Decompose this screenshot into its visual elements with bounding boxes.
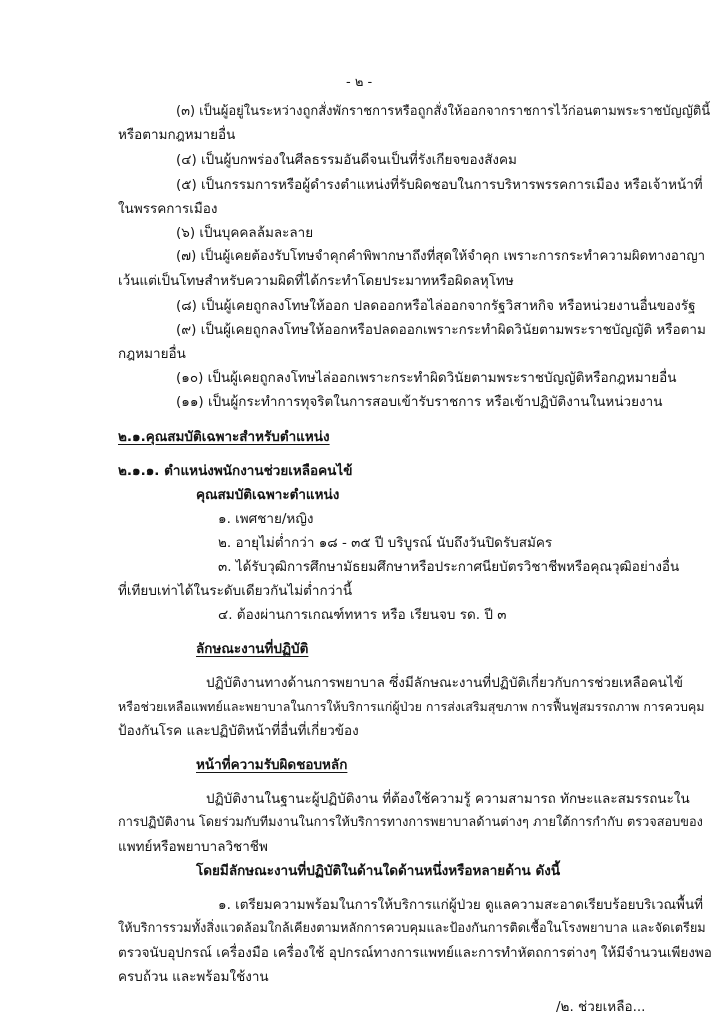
- qualification-item-1: ๑. เพศชาย/หญิง: [218, 511, 314, 527]
- page-number: - ๒ -: [346, 75, 373, 90]
- duties-heading: หน้าที่ความรับผิดชอบหลัก: [196, 757, 348, 773]
- list-item-7: (๗) เป็นผู้เคยต้องรับโทษจำคุกคำพิพากษาถึงที่สุดให้จำคุก เพราะการกระทำความผิดทางอาญา: [176, 249, 706, 264]
- list-item-3: (๓) เป็นผู้อยู่ในระหว่างถูกสั่งพักราชการหรือถูกสั่งให้ออกจากราชการไว้ก่อนตามพระราชบัญญัตินี้: [176, 104, 711, 119]
- job-nature-line-3: ป้องกันโรค และปฏิบัติหน้าที่อื่นที่เกี่ยวข้อง: [118, 723, 359, 739]
- qualification-item-4: ๔. ต้องผ่านการเกณฑ์ทหาร หรือ เรียนจบ รด. ปี ๓: [218, 607, 507, 623]
- list-item-4: (๔) เป็นผู้บกพร่องในศีลธรรมอันดีจนเป็นที่รังเกียจของสังคม: [176, 152, 517, 168]
- section-heading-2-1-1: ๒.๑.๑. ตำแหน่งพนักงานช่วยเหลือคนไข้: [118, 463, 353, 479]
- list-item-7-cont: เว้นแต่เป็นโทษสำหรับความผิดที่ได้กระทำโดยประมาทหรือผิดลหุโทษ: [118, 273, 514, 289]
- qualification-item-3: ๓. ได้รับวุฒิการศึกษามัธยมศึกษาหรือประกาศนียบัตรวิชาชีพหรือคุณวุฒิอย่างอื่น: [218, 559, 680, 575]
- list-item-8: (๘) เป็นผู้เคยถูกลงโทษให้ออก ปลดออกหรือไล่ออกจากรัฐวิสาหกิจ หรือหน่วยงานอื่นของรัฐ: [176, 298, 696, 314]
- job-nature-heading: ลักษณะงานที่ปฏิบัติ: [196, 641, 309, 657]
- list-item-10: (๑๐) เป็นผู้เคยถูกลงโทษไล่ออกเพราะกระทำผิดวินัยตามพระราชบัญญัติหรือกฎหมายอื่น: [176, 370, 677, 386]
- list-item-9: (๙) เป็นผู้เคยถูกลงโทษให้ออกหรือปลดออกเพราะกระทำผิดวินัยตามพระราชบัญญัติ หรือตาม: [176, 322, 706, 338]
- areas-line-2: ให้บริการรวมทั้งสิ่งแวดล้อมใกล้เคียงตามหลักการควบคุมและป้องกันการติดเชื้อในโรงพยาบาล และจัดเตรียม: [118, 921, 706, 936]
- section-heading-2-1: ๒.๑.คุณสมบัติเฉพาะสำหรับตำแหน่ง: [118, 429, 330, 445]
- list-item-9-cont: กฎหมายอื่น: [118, 346, 186, 362]
- list-item-6: (๖) เป็นบุคคลล้มละลาย: [176, 225, 314, 241]
- areas-line-4: ครบถ้วน และพร้อมใช้งาน: [118, 969, 269, 985]
- qualification-item-2: ๒. อายุไม่ต่ำกว่า ๑๘ - ๓๕ ปี บริบูรณ์ นับถึงวันปิดรับสมัคร: [218, 535, 553, 551]
- list-item-3-cont: หรือตามกฎหมายอื่น: [118, 127, 236, 143]
- areas-line-1: ๑. เตรียมความพร้อมในการให้บริการแก่ผู้ป่วย ดูแลความสะอาดเรียบร้อยบริเวณพื้นที่: [218, 897, 704, 913]
- duties-line-3: แพทย์หรือพยาบาลวิชาชีพ: [118, 839, 268, 855]
- continuation-marker: /๒. ช่วยเหลือ...: [556, 999, 646, 1015]
- job-nature-line-1: ปฏิบัติงานทางด้านการพยาบาล ซึ่งมีลักษณะงานที่ปฏิบัติเกี่ยวกับการช่วยเหลือคนไข้: [206, 675, 684, 691]
- duties-line-1: ปฏิบัติงานในฐานะผู้ปฏิบัติงาน ที่ต้องใช้ความรู้ ความสามารถ ทักษะและสมรรถนะใน: [206, 791, 690, 807]
- list-item-5: (๕) เป็นกรรมการหรือผู้ดำรงตำแหน่งที่รับผิดชอบในการบริหารพรรคการเมือง หรือเจ้าหน้าที่: [176, 177, 703, 193]
- duties-line-2: การปฏิบัติงาน โดยร่วมกับทีมงานในการให้บริการทางการพยาบาลด้านต่างๆ ภายใต้การกำกับ ตรวจสอบของ: [118, 815, 703, 830]
- areas-heading: โดยมีลักษณะงานที่ปฏิบัติในด้านใดด้านหนึ่งหรือหลายด้าน ดังนี้: [196, 863, 561, 879]
- qualification-item-3-cont: ที่เทียบเท่าได้ในระดับเดียวกันไม่ต่ำกว่านี้: [118, 583, 353, 599]
- list-item-11: (๑๑) เป็นผู้กระทำการทุจริตในการสอบเข้ารับราชการ หรือเข้าปฏิบัติงานในหน่วยงาน: [176, 394, 663, 410]
- job-nature-line-2: หรือช่วยเหลือแพทย์และพยาบาลในการให้บริการแก่ผู้ป่วย การส่งเสริมสุขภาพ การฟื้นฟูสมรรถภาพ การควบคุม: [118, 699, 705, 714]
- areas-line-3: ตรวจนับอุปกรณ์ เครื่องมือ เครื่องใช้ อุปกรณ์ทางการแพทย์และการทำหัตถการต่างๆ ให้มีจำนวนเพียงพอ: [118, 945, 712, 961]
- qualifications-heading: คุณสมบัติเฉพาะตำแหน่ง: [196, 487, 340, 503]
- list-item-5-cont: ในพรรคการเมือง: [118, 201, 218, 217]
